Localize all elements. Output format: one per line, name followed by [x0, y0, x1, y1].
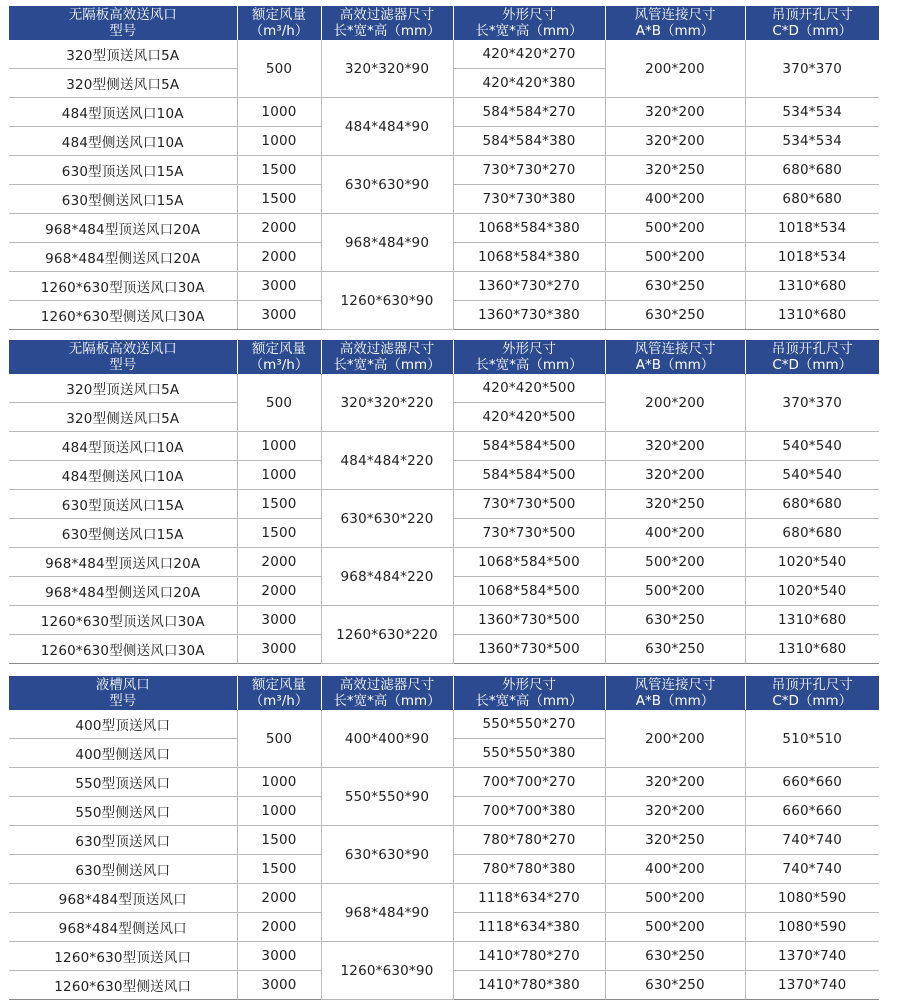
table-row	[9, 826, 879, 855]
model-header	[9, 6, 237, 40]
table-row	[9, 272, 879, 301]
table-header	[9, 6, 879, 40]
model-cell: 1260*630型顶送风口30A	[9, 272, 237, 301]
model-cell: 484型侧送风口10A	[9, 127, 237, 156]
duct-size-cell: 500*200	[605, 577, 745, 606]
airflow-cell: 3000	[237, 301, 321, 330]
outer-size-cell: 550*550*270	[453, 710, 605, 739]
airflow-cell: 500	[237, 40, 321, 98]
duct-size-header-line-a: 风管连接尺寸	[634, 341, 716, 357]
table-row	[9, 490, 879, 519]
opening-size-cell: 680*680	[745, 490, 879, 519]
opening-size-cell: 740*740	[745, 826, 879, 855]
model-cell: 550型侧送风口	[9, 797, 237, 826]
outer-size-cell: 700*700*380	[453, 797, 605, 826]
model-cell: 630型顶送风口15A	[9, 490, 237, 519]
header-row	[9, 340, 879, 374]
opening-size-cell: 534*534	[745, 98, 879, 127]
airflow-cell: 2000	[237, 243, 321, 272]
outer-size-cell: 730*730*380	[453, 185, 605, 214]
opening-size-cell: 680*680	[745, 185, 879, 214]
table-row	[9, 768, 879, 797]
airflow-cell: 1500	[237, 156, 321, 185]
model-cell: 400型侧送风口	[9, 739, 237, 768]
table-header	[9, 676, 879, 710]
model-header	[9, 340, 237, 374]
airflow-cell: 2000	[237, 577, 321, 606]
airflow-cell: 1500	[237, 185, 321, 214]
spec-table-2	[9, 340, 879, 664]
model-cell: 630型侧送风口15A	[9, 519, 237, 548]
outer-size-cell: 1068*584*380	[453, 214, 605, 243]
duct-size-cell: 630*250	[605, 942, 745, 971]
outer-size-header-line-b: 长*宽*高（mm）	[475, 693, 583, 709]
filter-size-cell: 630*630*90	[321, 826, 453, 884]
filter-size-cell: 630*630*90	[321, 156, 453, 214]
model-header-line-a: 无隔板高效送风口	[68, 341, 177, 357]
model-cell: 320型侧送风口5A	[9, 69, 237, 98]
opening-size-cell: 1370*740	[745, 942, 879, 971]
duct-size-header-line-a: 风管连接尺寸	[634, 7, 716, 23]
duct-size-header	[605, 676, 745, 710]
model-header-line-a: 无隔板高效送风口	[68, 7, 177, 23]
filter-size-header	[321, 6, 453, 40]
duct-size-cell: 630*250	[605, 301, 745, 330]
airflow-cell: 1000	[237, 432, 321, 461]
opening-size-header-line-b: C*D（mm）	[772, 23, 853, 39]
model-cell: 484型顶送风口10A	[9, 98, 237, 127]
duct-size-cell: 500*200	[605, 548, 745, 577]
airflow-header-line-a: 额定风量	[252, 677, 306, 693]
model-cell: 1260*630型侧送风口	[9, 971, 237, 1000]
model-cell: 968*484型顶送风口20A	[9, 548, 237, 577]
airflow-header-line-a: 额定风量	[252, 341, 306, 357]
filter-size-cell: 550*550*90	[321, 768, 453, 826]
opening-size-cell: 740*740	[745, 855, 879, 884]
opening-size-cell: 540*540	[745, 461, 879, 490]
outer-size-cell: 1360*730*380	[453, 301, 605, 330]
filter-size-header-line-a: 高效过滤器尺寸	[339, 7, 435, 23]
model-header-line-b: 型号	[109, 357, 137, 373]
filter-size-cell: 1260*630*220	[321, 606, 453, 664]
airflow-cell: 1000	[237, 797, 321, 826]
airflow-cell: 1000	[237, 768, 321, 797]
filter-size-cell: 484*484*220	[321, 432, 453, 490]
airflow-cell: 3000	[237, 606, 321, 635]
model-cell: 630型侧送风口15A	[9, 185, 237, 214]
airflow-header-line-a: 额定风量	[252, 7, 306, 23]
outer-size-cell: 780*780*380	[453, 855, 605, 884]
model-cell: 320型侧送风口5A	[9, 403, 237, 432]
duct-size-cell: 630*250	[605, 635, 745, 664]
model-cell: 484型顶送风口10A	[9, 432, 237, 461]
airflow-header-line-b: （m³/h）	[249, 357, 309, 373]
duct-size-cell: 320*250	[605, 490, 745, 519]
outer-size-cell: 420*420*500	[453, 374, 605, 403]
outer-size-header	[453, 676, 605, 710]
opening-size-cell: 1310*680	[745, 272, 879, 301]
duct-size-header-line-b: A*B（mm）	[635, 693, 715, 709]
model-cell: 320型顶送风口5A	[9, 374, 237, 403]
table-row	[9, 156, 879, 185]
opening-size-header-line-a: 吊顶开孔尺寸	[771, 7, 853, 23]
outer-size-cell: 700*700*270	[453, 768, 605, 797]
filter-size-cell: 630*630*220	[321, 490, 453, 548]
model-cell: 968*484型顶送风口20A	[9, 214, 237, 243]
table-row	[9, 606, 879, 635]
table-row	[9, 432, 879, 461]
filter-size-cell: 400*400*90	[321, 710, 453, 768]
outer-size-cell: 550*550*380	[453, 739, 605, 768]
outer-size-cell: 1360*730*500	[453, 635, 605, 664]
filter-size-cell: 320*320*220	[321, 374, 453, 432]
filter-size-cell: 320*320*90	[321, 40, 453, 98]
duct-size-cell: 630*250	[605, 971, 745, 1000]
filter-size-cell: 968*484*90	[321, 214, 453, 272]
airflow-cell: 1500	[237, 490, 321, 519]
duct-size-cell: 200*200	[605, 374, 745, 432]
outer-size-cell: 730*730*500	[453, 519, 605, 548]
outer-size-header-line-b: 长*宽*高（mm）	[475, 23, 583, 39]
duct-size-header	[605, 6, 745, 40]
opening-size-cell: 660*660	[745, 768, 879, 797]
duct-size-cell: 320*200	[605, 461, 745, 490]
airflow-cell: 2000	[237, 884, 321, 913]
duct-size-cell: 320*200	[605, 432, 745, 461]
opening-size-cell: 1310*680	[745, 301, 879, 330]
outer-size-cell: 1360*730*270	[453, 272, 605, 301]
outer-size-cell: 584*584*380	[453, 127, 605, 156]
filter-size-header	[321, 340, 453, 374]
filter-size-cell: 484*484*90	[321, 98, 453, 156]
outer-size-cell: 420*420*270	[453, 40, 605, 69]
opening-size-header	[745, 6, 879, 40]
duct-size-cell: 200*200	[605, 710, 745, 768]
opening-size-cell: 534*534	[745, 127, 879, 156]
airflow-cell: 2000	[237, 214, 321, 243]
table-row	[9, 98, 879, 127]
filter-size-cell: 968*484*220	[321, 548, 453, 606]
opening-size-cell: 1020*540	[745, 577, 879, 606]
model-cell: 630型侧送风口	[9, 855, 237, 884]
opening-size-cell: 1370*740	[745, 971, 879, 1000]
duct-size-cell: 400*200	[605, 519, 745, 548]
outer-size-cell: 730*730*270	[453, 156, 605, 185]
airflow-cell: 1500	[237, 826, 321, 855]
model-cell: 400型顶送风口	[9, 710, 237, 739]
opening-size-cell: 1080*590	[745, 884, 879, 913]
opening-size-cell: 1020*540	[745, 548, 879, 577]
model-cell: 968*484型顶送风口	[9, 884, 237, 913]
airflow-header	[237, 676, 321, 710]
outer-size-cell: 1068*584*500	[453, 548, 605, 577]
outer-size-header-line-a: 外形尺寸	[502, 7, 556, 23]
table-row	[9, 214, 879, 243]
model-cell: 1260*630型侧送风口30A	[9, 635, 237, 664]
airflow-cell: 1000	[237, 461, 321, 490]
airflow-cell: 1000	[237, 98, 321, 127]
duct-size-cell: 200*200	[605, 40, 745, 98]
model-cell: 968*484型侧送风口20A	[9, 577, 237, 606]
outer-size-cell: 1068*584*500	[453, 577, 605, 606]
model-header-line-b: 型号	[109, 693, 137, 709]
opening-size-cell: 1018*534	[745, 214, 879, 243]
duct-size-cell: 630*250	[605, 606, 745, 635]
outer-size-cell: 1118*634*380	[453, 913, 605, 942]
airflow-header	[237, 6, 321, 40]
outer-size-cell: 584*584*500	[453, 432, 605, 461]
opening-size-cell: 370*370	[745, 374, 879, 432]
duct-size-cell: 320*200	[605, 797, 745, 826]
outer-size-cell: 1118*634*270	[453, 884, 605, 913]
outer-size-cell: 420*420*500	[453, 403, 605, 432]
model-cell: 1260*630型顶送风口30A	[9, 606, 237, 635]
opening-size-cell: 1310*680	[745, 606, 879, 635]
outer-size-header-line-b: 长*宽*高（mm）	[475, 357, 583, 373]
outer-size-cell: 1410*780*270	[453, 942, 605, 971]
header-row	[9, 6, 879, 40]
table-row	[9, 710, 879, 739]
filter-size-cell: 968*484*90	[321, 884, 453, 942]
airflow-header	[237, 340, 321, 374]
airflow-header-line-b: （m³/h）	[249, 693, 309, 709]
outer-size-cell: 420*420*380	[453, 69, 605, 98]
model-cell: 484型侧送风口10A	[9, 461, 237, 490]
duct-size-cell: 320*200	[605, 768, 745, 797]
opening-size-cell: 540*540	[745, 432, 879, 461]
duct-size-cell: 500*200	[605, 243, 745, 272]
duct-size-cell: 500*200	[605, 913, 745, 942]
table-row	[9, 374, 879, 403]
table-row	[9, 884, 879, 913]
duct-size-cell: 400*200	[605, 855, 745, 884]
airflow-cell: 3000	[237, 942, 321, 971]
filter-size-header-line-a: 高效过滤器尺寸	[339, 341, 435, 357]
table-row	[9, 548, 879, 577]
duct-size-cell: 320*250	[605, 826, 745, 855]
opening-size-cell: 510*510	[745, 710, 879, 768]
duct-size-header-line-a: 风管连接尺寸	[634, 677, 716, 693]
outer-size-header-line-a: 外形尺寸	[502, 341, 556, 357]
filter-size-cell: 1260*630*90	[321, 272, 453, 330]
opening-size-header-line-a: 吊顶开孔尺寸	[771, 341, 853, 357]
airflow-cell: 500	[237, 710, 321, 768]
opening-size-cell: 680*680	[745, 519, 879, 548]
duct-size-cell: 500*200	[605, 214, 745, 243]
table-header	[9, 340, 879, 374]
opening-size-header-line-a: 吊顶开孔尺寸	[771, 677, 853, 693]
airflow-cell: 1500	[237, 519, 321, 548]
airflow-cell: 3000	[237, 272, 321, 301]
outer-size-header	[453, 340, 605, 374]
model-cell: 1260*630型侧送风口30A	[9, 301, 237, 330]
duct-size-cell: 400*200	[605, 185, 745, 214]
opening-size-cell: 1080*590	[745, 913, 879, 942]
opening-size-header-line-b: C*D（mm）	[772, 357, 853, 373]
filter-size-header-line-a: 高效过滤器尺寸	[339, 677, 435, 693]
filter-size-header-line-b: 长*宽*高（mm）	[333, 693, 441, 709]
model-cell: 968*484型侧送风口	[9, 913, 237, 942]
filter-size-header-line-b: 长*宽*高（mm）	[333, 357, 441, 373]
spec-table-3	[9, 676, 879, 1000]
model-cell: 1260*630型顶送风口	[9, 942, 237, 971]
airflow-cell: 2000	[237, 913, 321, 942]
model-header	[9, 676, 237, 710]
outer-size-cell: 1410*780*380	[453, 971, 605, 1000]
outer-size-cell: 780*780*270	[453, 826, 605, 855]
airflow-cell: 1000	[237, 127, 321, 156]
model-cell: 630型顶送风口15A	[9, 156, 237, 185]
duct-size-cell: 320*250	[605, 156, 745, 185]
opening-size-header-line-b: C*D（mm）	[772, 693, 853, 709]
model-cell: 630型顶送风口	[9, 826, 237, 855]
duct-size-header	[605, 340, 745, 374]
outer-size-cell: 1068*584*380	[453, 243, 605, 272]
outer-size-cell: 730*730*500	[453, 490, 605, 519]
duct-size-cell: 320*200	[605, 98, 745, 127]
airflow-cell: 3000	[237, 635, 321, 664]
header-row	[9, 676, 879, 710]
duct-size-header-line-b: A*B（mm）	[635, 357, 715, 373]
filter-size-header	[321, 676, 453, 710]
opening-size-header	[745, 340, 879, 374]
duct-size-header-line-b: A*B（mm）	[635, 23, 715, 39]
filter-size-cell: 1260*630*90	[321, 942, 453, 1000]
duct-size-cell: 500*200	[605, 884, 745, 913]
duct-size-cell: 320*200	[605, 127, 745, 156]
airflow-cell: 1500	[237, 855, 321, 884]
opening-size-cell: 370*370	[745, 40, 879, 98]
model-header-line-a: 液槽风口	[95, 677, 150, 693]
filter-size-header-line-b: 长*宽*高（mm）	[333, 23, 441, 39]
airflow-cell: 3000	[237, 971, 321, 1000]
table-row	[9, 942, 879, 971]
outer-size-cell: 1360*730*500	[453, 606, 605, 635]
outer-size-header-line-a: 外形尺寸	[502, 677, 556, 693]
outer-size-header	[453, 6, 605, 40]
airflow-cell: 500	[237, 374, 321, 432]
opening-size-cell: 1018*534	[745, 243, 879, 272]
model-cell: 968*484型侧送风口20A	[9, 243, 237, 272]
duct-size-cell: 630*250	[605, 272, 745, 301]
opening-size-cell: 660*660	[745, 797, 879, 826]
airflow-cell: 2000	[237, 548, 321, 577]
airflow-header-line-b: （m³/h）	[249, 23, 309, 39]
outer-size-cell: 584*584*270	[453, 98, 605, 127]
table-row	[9, 40, 879, 69]
model-header-line-b: 型号	[109, 23, 137, 39]
spec-table-1	[9, 6, 879, 330]
opening-size-cell: 680*680	[745, 156, 879, 185]
opening-size-cell: 1310*680	[745, 635, 879, 664]
opening-size-header	[745, 676, 879, 710]
model-cell: 550型顶送风口	[9, 768, 237, 797]
model-cell: 320型顶送风口5A	[9, 40, 237, 69]
outer-size-cell: 584*584*500	[453, 461, 605, 490]
